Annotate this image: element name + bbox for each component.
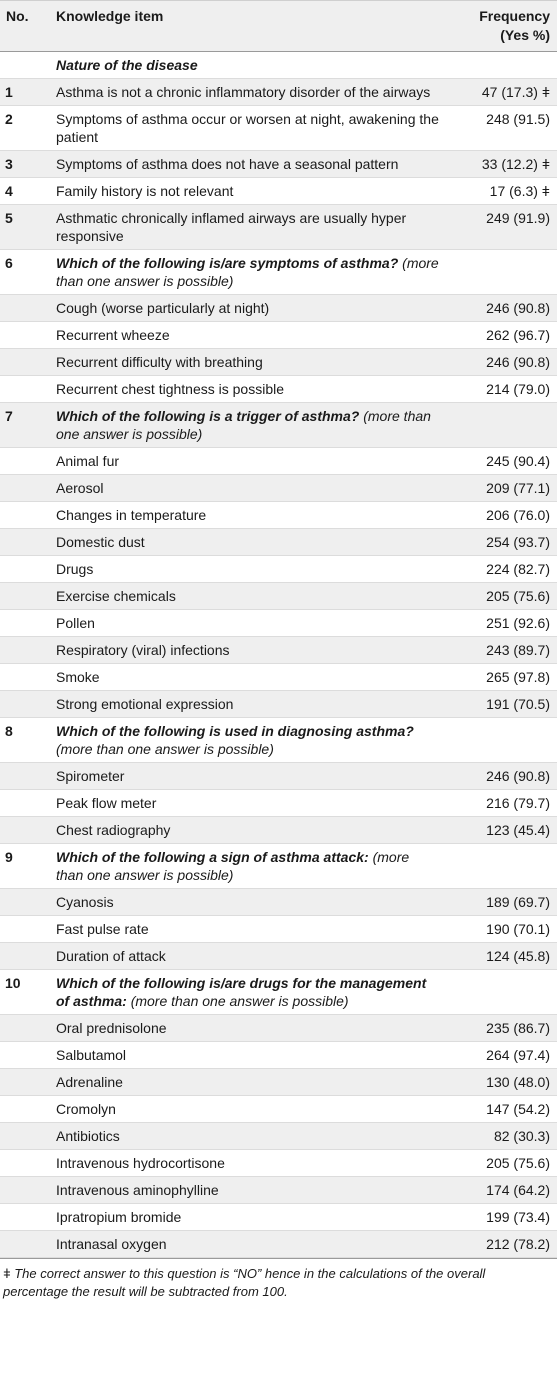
question-text: Which of the following is used in diagnosing asthma?	[56, 723, 414, 739]
frequency-cell: 216 (79.7)	[486, 795, 550, 811]
table-row	[0, 637, 557, 664]
knowledge-item-cell: Adrenaline	[56, 1074, 123, 1090]
row-number	[0, 295, 50, 322]
row-number: 4	[5, 183, 13, 199]
table-row	[0, 448, 557, 475]
row-number: 10	[5, 975, 21, 991]
knowledge-item-cell: Exercise chemicals	[56, 588, 176, 604]
section-row	[0, 844, 557, 889]
knowledge-item-cell: Antibiotics	[56, 1128, 120, 1144]
knowledge-item-cell: Cromolyn	[56, 1101, 116, 1117]
row-number	[0, 1150, 50, 1177]
frequency-cell: 17 (6.3) ǂ	[489, 183, 550, 199]
row-number	[0, 637, 50, 664]
row-number	[0, 916, 50, 943]
table-row	[0, 790, 557, 817]
table-row	[0, 106, 557, 151]
frequency-cell: 245 (90.4)	[486, 453, 550, 469]
knowledge-item-cell: Cyanosis	[56, 894, 114, 910]
section-row	[0, 52, 557, 79]
table-row	[0, 1096, 557, 1123]
knowledge-item-cell: Changes in temperature	[56, 507, 207, 523]
frequency-cell: 209 (77.1)	[486, 480, 550, 496]
row-number	[0, 1096, 50, 1123]
knowledge-item-cell: Aerosol	[56, 480, 104, 496]
knowledge-item-cell	[50, 844, 445, 889]
knowledge-item-cell: Intravenous hydrocortisone	[56, 1155, 225, 1171]
frequency-cell: 246 (90.8)	[486, 768, 550, 784]
question-text: Which of the following is a trigger of asthma?	[56, 408, 360, 424]
frequency-cell: 265 (97.8)	[486, 669, 550, 685]
table-row	[0, 151, 557, 178]
knowledge-item-cell	[50, 250, 445, 295]
frequency-cell: 212 (78.2)	[486, 1236, 550, 1252]
knowledge-item-cell: Spirometer	[56, 768, 125, 784]
frequency-cell: 191 (70.5)	[486, 696, 550, 712]
row-number: 3	[5, 156, 13, 172]
knowledge-item-cell: Respiratory (viral) infections	[56, 642, 230, 658]
frequency-cell: 243 (89.7)	[486, 642, 550, 658]
knowledge-item-cell: Asthmatic chronically inflamed airways are usually hyper responsive	[56, 210, 407, 244]
table-row	[0, 583, 557, 610]
row-number	[0, 1123, 50, 1150]
frequency-cell: 248 (91.5)	[486, 111, 550, 127]
row-number	[0, 349, 50, 376]
frequency-cell: 205 (75.6)	[486, 588, 550, 604]
row-number: 2	[5, 111, 13, 127]
header-no: No.	[0, 1, 50, 52]
section-row	[0, 403, 557, 448]
table-row	[0, 1123, 557, 1150]
knowledge-item-cell: Asthma is not a chronic inflammatory disorder of the airways	[56, 84, 431, 100]
table-row	[0, 178, 557, 205]
knowledge-item-cell: Recurrent wheeze	[56, 327, 170, 343]
knowledge-item-cell: Strong emotional expression	[56, 696, 234, 712]
frequency-cell: 264 (97.4)	[486, 1047, 550, 1063]
table-body	[0, 52, 557, 1258]
row-number	[0, 52, 50, 79]
table-row	[0, 1015, 557, 1042]
frequency-cell: 249 (91.9)	[486, 210, 550, 226]
row-number	[0, 1069, 50, 1096]
question-text: Which of the following a sign of asthma attack:	[56, 849, 369, 865]
row-number	[0, 1042, 50, 1069]
row-number	[0, 790, 50, 817]
row-number	[0, 556, 50, 583]
row-number	[0, 583, 50, 610]
table-row	[0, 322, 557, 349]
table-row	[0, 1204, 557, 1231]
table-row	[0, 205, 557, 250]
frequency-cell	[445, 403, 557, 448]
table-row	[0, 1042, 557, 1069]
table-row	[0, 475, 557, 502]
question-note: (more than one answer is possible)	[130, 993, 349, 1009]
knowledge-item-cell: Domestic dust	[56, 534, 145, 550]
knowledge-item-cell: Ipratropium bromide	[56, 1209, 182, 1225]
frequency-cell: 246 (90.8)	[486, 300, 550, 316]
row-number	[0, 664, 50, 691]
table-row	[0, 691, 557, 718]
frequency-cell	[445, 970, 557, 1015]
knowledge-item-cell: Family history is not relevant	[56, 183, 234, 199]
frequency-cell: 214 (79.0)	[486, 381, 550, 397]
table-row	[0, 664, 557, 691]
row-number: 8	[5, 723, 13, 739]
table-row	[0, 610, 557, 637]
frequency-cell	[445, 844, 557, 889]
frequency-cell: 246 (90.8)	[486, 354, 550, 370]
frequency-cell: 254 (93.7)	[486, 534, 550, 550]
table-row	[0, 502, 557, 529]
knowledge-item-cell: Pollen	[56, 615, 95, 631]
table-row	[0, 79, 557, 106]
row-number	[0, 817, 50, 844]
table-row	[0, 943, 557, 970]
row-number: 7	[5, 408, 13, 424]
row-number	[0, 1204, 50, 1231]
table-header	[0, 1, 557, 52]
frequency-cell: 123 (45.4)	[486, 822, 550, 838]
table-row	[0, 1069, 557, 1096]
table-row	[0, 1177, 557, 1204]
knowledge-item-cell	[50, 718, 445, 763]
row-number	[0, 691, 50, 718]
question-note: (more than one answer is possible)	[56, 849, 410, 883]
table-row	[0, 295, 557, 322]
knowledge-item-cell: Salbutamol	[56, 1047, 127, 1063]
frequency-cell: 224 (82.7)	[486, 561, 550, 577]
frequency-cell: 124 (45.8)	[486, 948, 550, 964]
frequency-cell: 47 (17.3) ǂ	[481, 84, 550, 100]
table-row	[0, 349, 557, 376]
knowledge-item-cell: Nature of the disease	[56, 57, 198, 73]
knowledge-item-cell: Recurrent difficulty with breathing	[56, 354, 263, 370]
frequency-cell: 33 (12.2) ǂ	[481, 156, 550, 172]
knowledge-item-cell: Symptoms of asthma does not have a seasonal pattern	[56, 156, 399, 172]
knowledge-item-cell: Peak flow meter	[56, 795, 157, 811]
knowledge-item-cell: Animal fur	[56, 453, 120, 469]
table-footnote: ǂ The correct answer to this question is “NO” hence in the calculations of the overall percentage the result will be subtracted from 100.	[0, 1258, 557, 1301]
section-row	[0, 250, 557, 295]
row-number	[0, 889, 50, 916]
table-row	[0, 889, 557, 916]
knowledge-item-cell: Oral prednisolone	[56, 1020, 167, 1036]
frequency-cell: 147 (54.2)	[486, 1101, 550, 1117]
row-number	[0, 529, 50, 556]
table-row	[0, 916, 557, 943]
table-row	[0, 763, 557, 790]
row-number	[0, 943, 50, 970]
knowledge-item-cell: Chest radiography	[56, 822, 171, 838]
header-row	[0, 1, 557, 52]
row-number	[0, 610, 50, 637]
row-number: 1	[5, 84, 13, 100]
frequency-cell: 190 (70.1)	[486, 921, 550, 937]
header-frequency: Frequency (Yes %)	[445, 1, 557, 52]
frequency-cell: 82 (30.3)	[493, 1128, 550, 1144]
frequency-cell	[445, 250, 557, 295]
table-row	[0, 556, 557, 583]
section-row	[0, 718, 557, 763]
knowledge-item-cell: Intranasal oxygen	[56, 1236, 167, 1252]
frequency-cell: 199 (73.4)	[486, 1209, 550, 1225]
row-number	[0, 1231, 50, 1258]
frequency-cell: 235 (86.7)	[486, 1020, 550, 1036]
frequency-cell: 174 (64.2)	[486, 1182, 550, 1198]
question-note: (more than one answer is possible)	[56, 255, 439, 289]
table-row	[0, 529, 557, 556]
table-row	[0, 817, 557, 844]
section-row	[0, 970, 557, 1015]
knowledge-item-cell: Fast pulse rate	[56, 921, 149, 937]
knowledge-item-cell: Cough (worse particularly at night)	[56, 300, 270, 316]
frequency-cell: 189 (69.7)	[486, 894, 550, 910]
question-note: (more than one answer is possible)	[56, 408, 431, 442]
row-number: 6	[5, 255, 13, 271]
frequency-cell: 262 (96.7)	[486, 327, 550, 343]
knowledge-item-cell: Recurrent chest tightness is possible	[56, 381, 284, 397]
knowledge-item-cell	[50, 970, 445, 1015]
question-text: Which of the following is/are symptoms of asthma?	[56, 255, 399, 271]
question-text: Which of the following is/are drugs for the management of asthma:	[56, 975, 427, 1009]
row-number	[0, 322, 50, 349]
question-note: (more than one answer is possible)	[56, 741, 274, 757]
row-number: 9	[5, 849, 13, 865]
frequency-cell: 251 (92.6)	[486, 615, 550, 631]
knowledge-item-cell: Intravenous aminophylline	[56, 1182, 219, 1198]
knowledge-item-cell: Smoke	[56, 669, 100, 685]
frequency-cell: 206 (76.0)	[486, 507, 550, 523]
table-row	[0, 1150, 557, 1177]
row-number	[0, 448, 50, 475]
knowledge-item-cell	[50, 403, 445, 448]
header-knowledge-item: Knowledge item	[50, 1, 445, 52]
knowledge-item-cell: Drugs	[56, 561, 94, 577]
knowledge-item-cell: Duration of attack	[56, 948, 166, 964]
knowledge-item-cell: Symptoms of asthma occur or worsen at night, awakening the patient	[56, 111, 439, 145]
frequency-cell: 205 (75.6)	[486, 1155, 550, 1171]
frequency-cell	[445, 52, 557, 79]
row-number: 5	[5, 210, 13, 226]
table-row	[0, 1231, 557, 1258]
frequency-cell: 130 (48.0)	[486, 1074, 550, 1090]
row-number	[0, 1015, 50, 1042]
frequency-cell	[445, 718, 557, 763]
row-number	[0, 475, 50, 502]
row-number	[0, 376, 50, 403]
row-number	[0, 1177, 50, 1204]
row-number	[0, 502, 50, 529]
row-number	[0, 763, 50, 790]
table-row	[0, 376, 557, 403]
